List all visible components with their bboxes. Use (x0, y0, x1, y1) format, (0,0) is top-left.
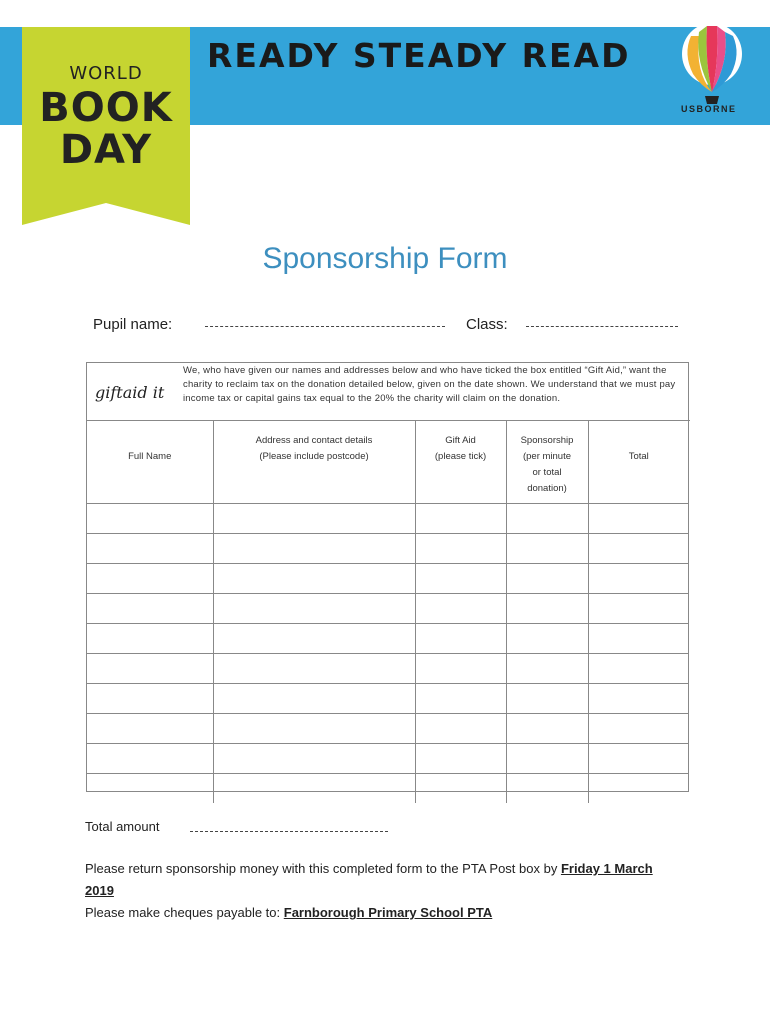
table-cell[interactable] (506, 503, 588, 533)
column-header-text: Total (628, 451, 649, 462)
table-cell[interactable] (415, 503, 506, 533)
table-cell[interactable] (415, 743, 506, 773)
table-row (87, 653, 689, 683)
table-cell[interactable] (415, 653, 506, 683)
table-row (87, 743, 689, 773)
column-header-text: Gift Aid (445, 435, 476, 446)
giftaid-declaration (87, 363, 690, 421)
table-cell[interactable] (87, 773, 213, 803)
table-cell[interactable] (588, 533, 689, 563)
table-row (87, 623, 689, 653)
return-instructions (85, 858, 675, 902)
table-cell[interactable] (588, 653, 689, 683)
table-cell[interactable] (213, 533, 415, 563)
table-cell[interactable] (588, 593, 689, 623)
table-cell[interactable] (415, 683, 506, 713)
table-cell[interactable] (87, 713, 213, 743)
table-row (87, 773, 689, 803)
banner-title: READY STEADY READ (207, 36, 631, 75)
table-cell[interactable] (87, 593, 213, 623)
table-cell[interactable] (213, 713, 415, 743)
column-header-text: (please tick) (434, 451, 487, 462)
table-row (87, 503, 689, 533)
table-cell[interactable] (87, 563, 213, 593)
table-cell[interactable] (506, 623, 588, 653)
table-cell[interactable] (415, 563, 506, 593)
sponsor-rows (87, 503, 689, 803)
table-cell[interactable] (588, 743, 689, 773)
table-cell[interactable] (506, 593, 588, 623)
column-header-text: Sponsorship (520, 435, 574, 446)
table-row (87, 683, 689, 713)
column-header-total (588, 421, 689, 503)
table-cell[interactable] (506, 683, 588, 713)
usborne-logo-text: USBORNE (681, 104, 737, 114)
pupil-name-line[interactable] (205, 326, 445, 327)
table-cell[interactable] (506, 653, 588, 683)
column-header-text: (per minute (522, 451, 572, 462)
table-cell[interactable] (415, 773, 506, 803)
table-row (87, 713, 689, 743)
table-cell[interactable] (213, 623, 415, 653)
table-cell[interactable] (506, 533, 588, 563)
total-amount-line[interactable] (190, 831, 388, 832)
page-title: Sponsorship Form (262, 242, 508, 275)
table-cell[interactable] (213, 563, 415, 593)
return-date: Friday 1 March 2019 (85, 861, 653, 898)
table-row (87, 533, 689, 563)
table-cell[interactable] (588, 713, 689, 743)
table-cell[interactable] (213, 593, 415, 623)
table-cell[interactable] (588, 683, 689, 713)
table-cell[interactable] (87, 683, 213, 713)
table-cell[interactable] (213, 773, 415, 803)
table-cell[interactable] (415, 533, 506, 563)
column-header-text: Full Name (128, 451, 172, 462)
column-header-text: Address and contact details (255, 435, 373, 446)
table-cell[interactable] (588, 563, 689, 593)
table-cell[interactable] (87, 653, 213, 683)
table-cell[interactable] (87, 623, 213, 653)
table-cell[interactable] (506, 713, 588, 743)
column-header-address (213, 421, 415, 503)
payee-name: Farnborough Primary School PTA (283, 905, 493, 920)
table-row (87, 563, 689, 593)
table-cell[interactable] (415, 593, 506, 623)
logo-day-text: DAY (59, 127, 153, 173)
table-cell[interactable] (213, 683, 415, 713)
giftaid-logo: giftaid it (95, 383, 165, 402)
table-cell[interactable] (588, 503, 689, 533)
cheque-instructions (85, 902, 492, 924)
table-cell[interactable] (213, 743, 415, 773)
class-label: Class: (466, 316, 508, 333)
column-header-text: donation) (527, 483, 567, 494)
sponsorship-table (86, 362, 689, 792)
return-text: Please return sponsorship money with this completed form to the PTA Post box by (85, 861, 561, 876)
table-cell[interactable] (415, 623, 506, 653)
column-header-gift-aid (415, 421, 506, 503)
sponsor-grid (87, 421, 689, 803)
cheque-text: Please make cheques payable to: (85, 905, 284, 920)
balloon-icon (677, 22, 747, 106)
column-header-text: or total (532, 467, 562, 478)
table-cell[interactable] (415, 713, 506, 743)
pupil-name-label: Pupil name: (93, 316, 173, 333)
table-cell[interactable] (506, 773, 588, 803)
logo-world-text: WORLD (69, 63, 143, 84)
table-cell[interactable] (588, 623, 689, 653)
table-cell[interactable] (506, 563, 588, 593)
table-cell[interactable] (87, 743, 213, 773)
table-cell[interactable] (588, 773, 689, 803)
table-cell[interactable] (213, 653, 415, 683)
world-book-day-logo (22, 27, 190, 225)
table-cell[interactable] (87, 503, 213, 533)
table-cell[interactable] (87, 533, 213, 563)
logo-book-text: BOOK (39, 85, 173, 131)
total-amount-label: Total amount (85, 819, 160, 834)
table-cell[interactable] (506, 743, 588, 773)
class-line[interactable] (526, 326, 678, 327)
column-header-sponsorship (506, 421, 588, 503)
column-header-text: (Please include postcode) (259, 451, 369, 462)
table-row (87, 593, 689, 623)
column-header-full-name (87, 421, 213, 503)
table-cell[interactable] (213, 503, 415, 533)
giftaid-text: We, who have given our names and addresses below and who have ticked the box entitled “Gift Aid,” want the charity to reclaim tax on the donation detailed below, given on the date shown. We understand that we must pay income tax or capital gains tax equal to the 20% the charity will claim on the donation. (183, 365, 676, 404)
